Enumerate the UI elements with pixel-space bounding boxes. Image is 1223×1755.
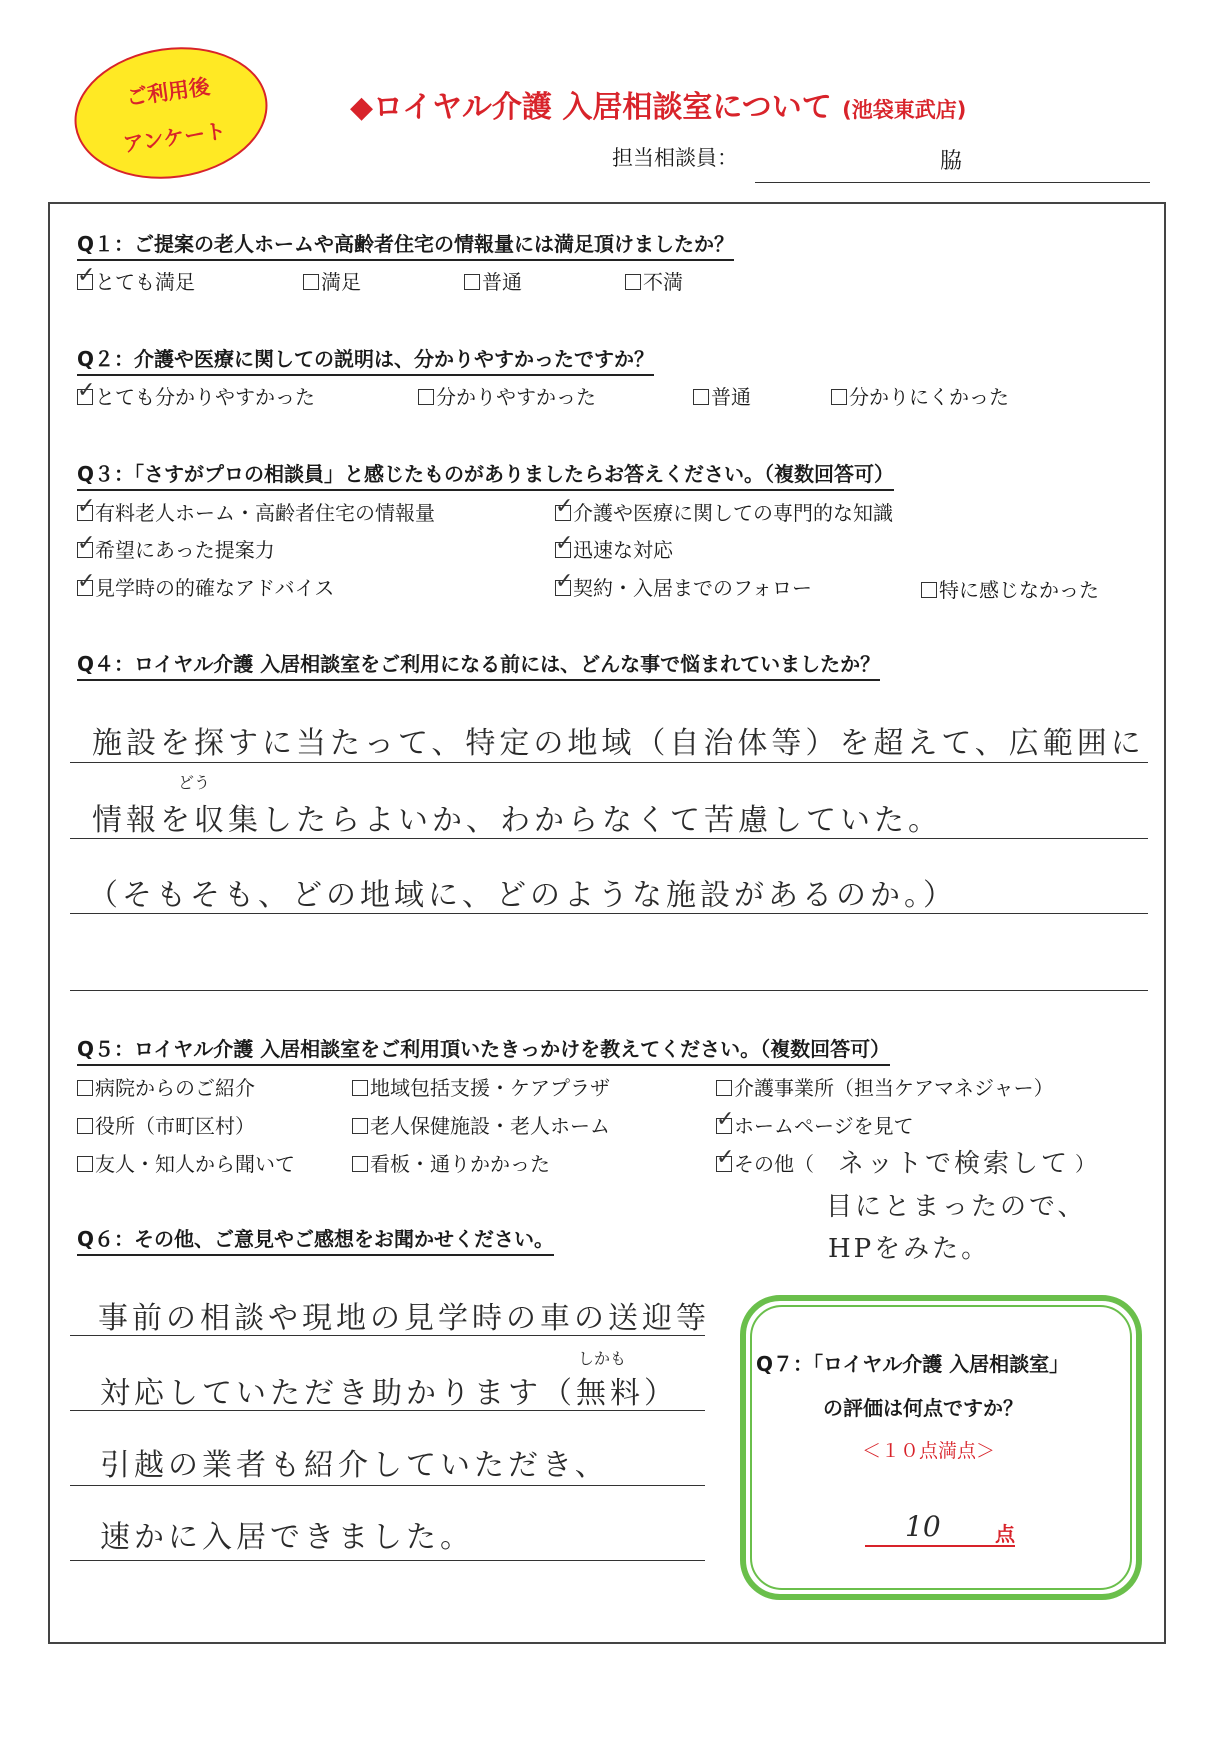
q5-option-1[interactable] bbox=[77, 1072, 255, 1101]
option-label: 有料老人ホーム・高齢者住宅の情報量 bbox=[95, 501, 435, 525]
q1-question: Q１：ご提案の老人ホームや高齢者住宅の情報量には満足頂けましたか？ bbox=[77, 228, 734, 261]
checkbox-icon bbox=[555, 580, 571, 596]
q4-answer-line-3: （そもそも、どの地域に、どのような施設があるのか。） bbox=[88, 878, 957, 913]
checkbox-icon bbox=[77, 1156, 93, 1172]
checkbox-icon bbox=[418, 389, 434, 405]
badge-line1: ご利用後 bbox=[124, 74, 212, 110]
q5-other-text: ネットで検索して bbox=[838, 1149, 1071, 1179]
q4-answer-rule-3 bbox=[70, 913, 1148, 914]
option-label: 普通 bbox=[482, 270, 522, 294]
checkbox-icon bbox=[464, 274, 480, 290]
option-label: 病院からのご紹介 bbox=[95, 1076, 255, 1100]
title-text: ◆ロイヤル介護 入居相談室について bbox=[350, 90, 832, 125]
checkbox-icon bbox=[716, 1080, 732, 1096]
checkbox-icon bbox=[921, 582, 937, 598]
checkbox-icon bbox=[77, 542, 93, 558]
q2-question: Q２：介護や医療に関しての説明は、分かりやすかったですか？ bbox=[77, 343, 654, 376]
store-name: (池袋東武店) bbox=[842, 98, 967, 122]
option-label: その他（ bbox=[734, 1152, 814, 1176]
q3-question: Q３：「さすがプロの相談員」と感じたものがありましたらお答えください。（複数回答可） bbox=[77, 458, 894, 491]
q5-option-3[interactable] bbox=[716, 1072, 1054, 1101]
option-label: 普通 bbox=[711, 385, 751, 409]
q4-answer-rule-1 bbox=[70, 762, 1148, 763]
q6-answer-line-2: 対応していただき助かります（無料） bbox=[100, 1376, 678, 1411]
q5-other-note-1: 目にとまったので、 bbox=[826, 1192, 1087, 1222]
option-label: とても分かりやすかった bbox=[95, 385, 315, 409]
option-label: 看板・通りかかった bbox=[370, 1152, 550, 1176]
q2-option-3[interactable] bbox=[693, 381, 751, 410]
checkbox-icon bbox=[77, 274, 93, 290]
q5-option-4[interactable] bbox=[77, 1110, 255, 1139]
q7-question-line1: Q７：「ロイヤル介護 入居相談室」 bbox=[756, 1352, 1070, 1376]
option-label: 地域包括支援・ケアプラザ bbox=[370, 1076, 610, 1100]
option-label: 契約・入居までのフォロー bbox=[573, 576, 812, 600]
option-label: 介護事業所（担当ケアマネジャー） bbox=[734, 1076, 1054, 1100]
q5-option-5[interactable] bbox=[352, 1110, 610, 1139]
q4-answer-line-2: 情報を収集したらよいか、わからなくて苦慮していた。 bbox=[92, 803, 942, 838]
q1-option-1[interactable] bbox=[77, 266, 195, 295]
q7-scale: ＜１０点満点＞ bbox=[862, 1440, 996, 1462]
q4-answer-rule-2 bbox=[70, 838, 1148, 839]
q6-ruby: しかも bbox=[578, 1349, 627, 1368]
q5-question: Q５：ロイヤル介護 入居相談室をご利用頂いたきっかけを教えてください。（複数回答可） bbox=[77, 1033, 890, 1066]
counselor-underline bbox=[755, 182, 1150, 183]
q4-question: Q４：ロイヤル介護 入居相談室をご利用になる前には、どんな事で悩まれていましたか？ bbox=[77, 648, 880, 681]
q6-answer-rule-1 bbox=[70, 1335, 705, 1336]
option-label: 分かりやすかった bbox=[436, 385, 596, 409]
checkbox-icon bbox=[625, 274, 641, 290]
q7-score-underline bbox=[865, 1545, 1015, 1547]
q6-question: Q６：その他、ご意見やご感想をお聞かせください。 bbox=[77, 1223, 554, 1256]
q1-option-2[interactable] bbox=[303, 266, 361, 295]
option-label: 老人保健施設・老人ホーム bbox=[370, 1114, 610, 1138]
checkbox-icon bbox=[352, 1156, 368, 1172]
q3-option-3[interactable] bbox=[77, 534, 275, 563]
q5-option-7[interactable] bbox=[77, 1148, 295, 1177]
option-label: 迅速な対応 bbox=[573, 538, 673, 562]
badge-line2: アンケート bbox=[121, 118, 228, 157]
option-label: 分かりにくかった bbox=[849, 385, 1009, 409]
q2-option-4[interactable] bbox=[831, 381, 1009, 410]
option-label: 役所（市町区村） bbox=[95, 1114, 255, 1138]
q3-option-6[interactable] bbox=[555, 572, 812, 601]
option-label: ホームページを見て bbox=[734, 1114, 914, 1138]
checkbox-icon bbox=[831, 389, 847, 405]
counselor-label: 担当相談員： bbox=[612, 146, 738, 170]
q6-answer-line-4: 速かに入居できました。 bbox=[100, 1520, 474, 1555]
checkbox-icon bbox=[693, 389, 709, 405]
q4-answer-rule-4 bbox=[70, 990, 1148, 991]
checkbox-icon bbox=[77, 580, 93, 596]
q3-option-1[interactable] bbox=[77, 497, 435, 526]
checkbox-icon bbox=[77, 1080, 93, 1096]
survey-badge bbox=[66, 35, 276, 191]
option-label: 特に感じなかった bbox=[939, 578, 1099, 602]
q2-option-2[interactable] bbox=[418, 381, 596, 410]
q7-question-line2: の評価は何点ですか？ bbox=[823, 1396, 1023, 1420]
q6-answer-line-3: 引越の業者も紹介していただき、 bbox=[100, 1448, 609, 1483]
checkbox-icon bbox=[77, 389, 93, 405]
page-title bbox=[350, 82, 966, 126]
option-label: 介護や医療に関しての専門的な知識 bbox=[573, 501, 893, 525]
q2-option-1[interactable] bbox=[77, 381, 315, 410]
q5-option-2[interactable] bbox=[352, 1072, 610, 1101]
q3-option-4[interactable] bbox=[555, 534, 673, 563]
checkbox-icon bbox=[352, 1118, 368, 1134]
q5-option-9[interactable] bbox=[716, 1148, 814, 1177]
option-label: 満足 bbox=[321, 270, 361, 294]
checkbox-icon bbox=[716, 1118, 732, 1134]
q6-answer-rule-4 bbox=[70, 1560, 705, 1561]
checkbox-icon bbox=[303, 274, 319, 290]
q5-other-close: ） bbox=[1075, 1152, 1095, 1176]
counselor-name: 脇 bbox=[940, 149, 963, 174]
q3-option-5[interactable] bbox=[77, 572, 334, 601]
checkbox-icon bbox=[716, 1156, 732, 1172]
q1-option-3[interactable] bbox=[464, 266, 522, 295]
q6-answer-line-1: 事前の相談や現地の見学時の車の送迎等 bbox=[98, 1301, 710, 1336]
checkbox-icon bbox=[555, 505, 571, 521]
q1-option-4[interactable] bbox=[625, 266, 683, 295]
option-label: 希望にあった提案力 bbox=[95, 538, 275, 562]
option-label: 見学時の的確なアドバイス bbox=[95, 576, 335, 600]
q6-answer-rule-2 bbox=[70, 1410, 705, 1411]
q4-answer-line-1: 施設を探すに当たって、特定の地域（自治体等）を超えて、広範囲に bbox=[92, 726, 1145, 761]
checkbox-icon bbox=[77, 1118, 93, 1134]
q4-ruby: どう bbox=[178, 773, 211, 792]
checkbox-icon bbox=[555, 542, 571, 558]
q3-option-7[interactable] bbox=[921, 574, 1099, 603]
q5-option-8[interactable] bbox=[352, 1148, 550, 1177]
q6-answer-rule-3 bbox=[70, 1485, 705, 1486]
option-label: 友人・知人から聞いて bbox=[95, 1152, 295, 1176]
option-label: とても満足 bbox=[95, 270, 195, 294]
q7-score[interactable]: 10 bbox=[905, 1510, 941, 1543]
checkbox-icon bbox=[352, 1080, 368, 1096]
q5-other-note-2: HPをみた。 bbox=[828, 1234, 991, 1264]
checkbox-icon bbox=[77, 505, 93, 521]
q3-option-2[interactable] bbox=[555, 497, 893, 526]
option-label: 不満 bbox=[643, 270, 683, 294]
q5-option-6[interactable] bbox=[716, 1110, 914, 1139]
q7-unit: 点 bbox=[995, 1522, 1015, 1546]
